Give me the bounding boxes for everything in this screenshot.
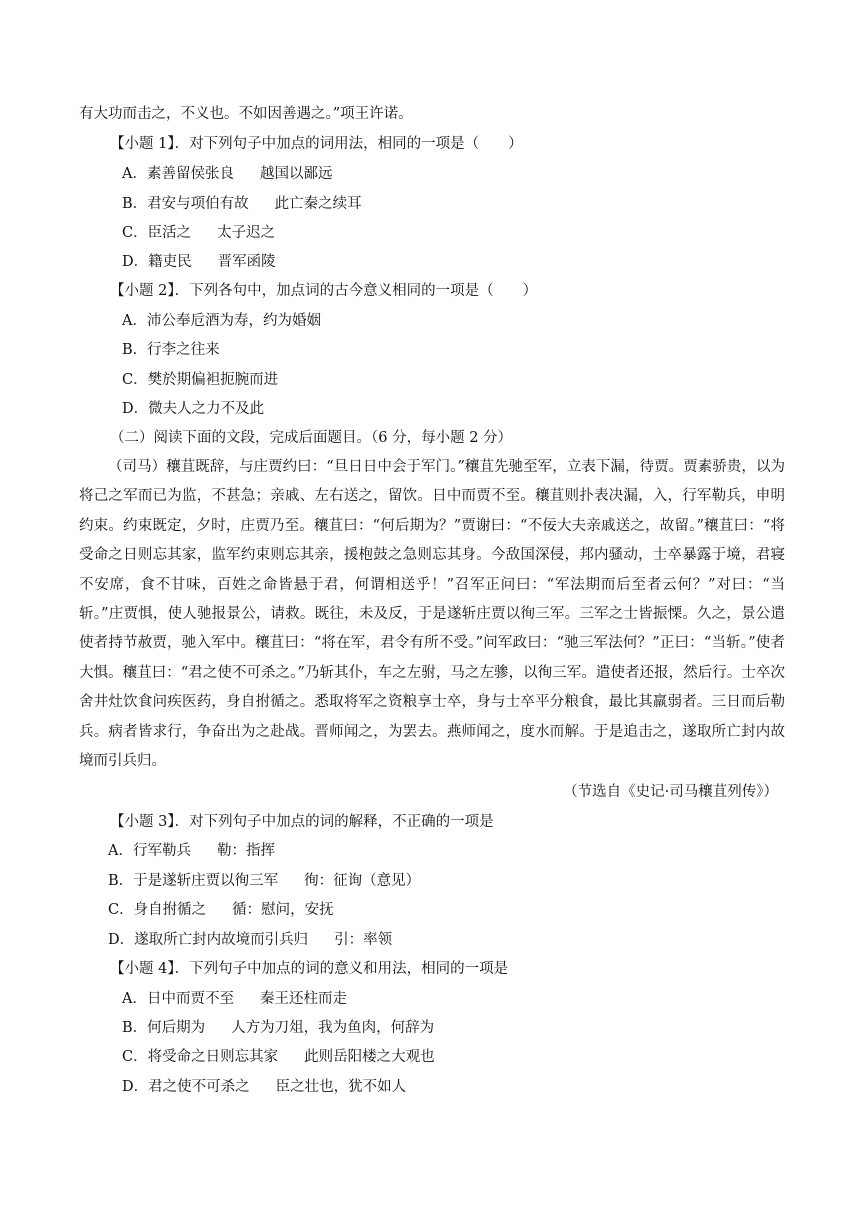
- q3-option-b: [108, 871, 420, 891]
- option-letter: C．: [122, 225, 148, 241]
- option-text-1: 于是遂斩庄贾以徇三军: [133, 873, 279, 889]
- option-text-1: 将受命之日则忘其家: [147, 1049, 279, 1065]
- q1-option-d: [122, 252, 276, 272]
- option-text-1: 身自拊循之: [133, 902, 207, 918]
- option-text-1: 君安与项伯有故: [147, 196, 249, 212]
- source-citation: （节选自《史记·司马穰苴列传》）: [563, 784, 778, 800]
- option-letter: A．: [122, 166, 147, 182]
- option-text-2: 循：慰问，安抚: [232, 902, 334, 918]
- q1-option-a: [122, 164, 332, 184]
- q4-option-a: [122, 989, 347, 1009]
- option-text-1: 君之使不可杀之: [148, 1079, 250, 1095]
- option-text-2: 勒：指挥: [216, 843, 275, 859]
- option-text: 行李之往来: [147, 342, 220, 358]
- option-letter: C．: [108, 902, 134, 918]
- option-letter: D．: [108, 932, 135, 948]
- option-letter: B．: [108, 873, 134, 889]
- option-text-1: 籍吏民: [148, 254, 192, 270]
- q2-stem: 【小题 2】．下列各句中，加点词的古今意义相同的一项是（ ）: [110, 283, 538, 299]
- option-text-2: 秦王还柱而走: [259, 991, 347, 1007]
- option-text-2: 此亡秦之续耳: [274, 196, 362, 212]
- option-text-1: 日中而贾不至: [146, 991, 234, 1007]
- q3-option-c: [108, 900, 334, 920]
- option-text-2: 太子迟之: [217, 225, 276, 241]
- option-letter: C．: [122, 1049, 148, 1065]
- q4-option-d: [122, 1077, 406, 1097]
- option-letter: B．: [122, 196, 148, 212]
- option-letter: B．: [122, 1020, 148, 1036]
- option-letter: A．: [108, 843, 133, 859]
- option-letter: D．: [122, 1079, 149, 1095]
- q3-stem: 【小题 3】．对下列句子中加点的词的解释，不正确的一项是: [110, 814, 494, 830]
- option-text: 樊於期偏袒扼腕而进: [147, 372, 279, 388]
- q2-option-d: [122, 399, 264, 419]
- section-heading: （二）阅读下面的文段，完成后面题目。（6 分，每小题 2 分）: [110, 430, 513, 446]
- option-text-1: 臣活之: [147, 225, 192, 241]
- option-text-1: 遂取所亡封内故境而引兵归: [134, 932, 309, 948]
- q4-stem: 【小题 4】．下列句子中加点的词的意义和用法，相同的一项是: [110, 961, 509, 977]
- q4-option-b: [122, 1018, 434, 1038]
- option-text-2: 引：率领: [334, 932, 393, 948]
- q3-option-d: [108, 930, 392, 950]
- option-text: 微夫人之力不及此: [148, 401, 265, 417]
- option-letter: D．: [122, 401, 149, 417]
- q2-option-b: [122, 340, 220, 360]
- q1-option-c: [122, 223, 275, 243]
- intro-line: 有大功而击之，不义也。不如因善遇之。”项王许诺。: [79, 106, 413, 122]
- q1-stem: 【小题 1】．对下列句子中加点的词用法，相同的一项是（ ）: [110, 136, 523, 152]
- option-text-2: 臣之壮也，犹不如人: [275, 1079, 407, 1095]
- option-letter: A．: [122, 991, 147, 1007]
- option-letter: C．: [122, 372, 148, 388]
- option-text-2: 人方为刀俎，我为鱼肉，何辞为: [231, 1020, 435, 1036]
- option-text-1: 何后期为: [147, 1020, 206, 1036]
- option-letter: D．: [122, 254, 149, 270]
- option-text-2: 此则岳阳楼之大观也: [304, 1049, 435, 1065]
- option-text-2: 徇：征询（意见）: [304, 873, 421, 889]
- option-text-1: 行军勒兵: [132, 843, 191, 859]
- option-text-2: 晋军函陵: [217, 254, 276, 270]
- q1-option-b: [122, 194, 362, 214]
- option-letter: B．: [122, 342, 148, 358]
- option-letter: A．: [122, 313, 147, 329]
- q4-option-c: [122, 1047, 435, 1067]
- q3-option-a: [108, 841, 275, 861]
- option-text: 沛公奉卮酒为寿，约为婚姻: [146, 313, 321, 329]
- passage-paragraph: （司马）穰苴既辞，与庄贾约曰：“旦日日中会于军门。”穰苴先驰至军，立表下漏，待贾。贾素骄贵，以为将己之军而已为监，不甚急；亲戚、左右送之，留饮。日中而贾不至。穰苴则扑表决漏，入，行军勒兵，申明约束。约束既定，夕时，庄贾乃至。穰苴曰：“何后期为？”贾谢曰：“不佞大夫亲戚送之，故留。”穰苴曰：“将受命之日则忘其家，监军约束则忘其亲，援枹鼓之急则忘其身。今敌国深侵，邦内骚动，士卒暴露于境，君寝不安席，食不甘味，百姓之命皆悬于君，何谓相送乎！”召军正问曰：“军法期而后至者云何？”对曰：“当斩。”庄贾惧，使人驰报景公，请救。既往，未及反，于是遂斩庄贾以徇三军。三军之士皆振慄。久之，景公遣使者持节赦贾，驰入军中。穰苴曰：“将在军，君令有所不受。”问军政曰：“驰三军法何？”正曰：“当斩。”使者大惧。穰苴曰：“君之使不可杀之。”乃斩其仆，车之左驸，马之左骖，以徇三军。遣使者还报，然后行。士卒次舍井灶饮食问疾医药，身自拊循之。悉取将军之资粮享士卒，身与士卒平分粮食，最比其羸弱者。三日而后勒兵。病者皆求行，争奋出为之赴战。晋师闻之，为罢去。燕师闻之，度水而解。于是追击之，遂取所亡封内故境而引兵归。: [79, 459, 785, 770]
- option-text-1: 素善留侯张良: [146, 166, 234, 182]
- q2-option-c: [122, 370, 278, 390]
- q2-option-a: [122, 311, 321, 331]
- option-text-2: 越国以鄙远: [259, 166, 333, 182]
